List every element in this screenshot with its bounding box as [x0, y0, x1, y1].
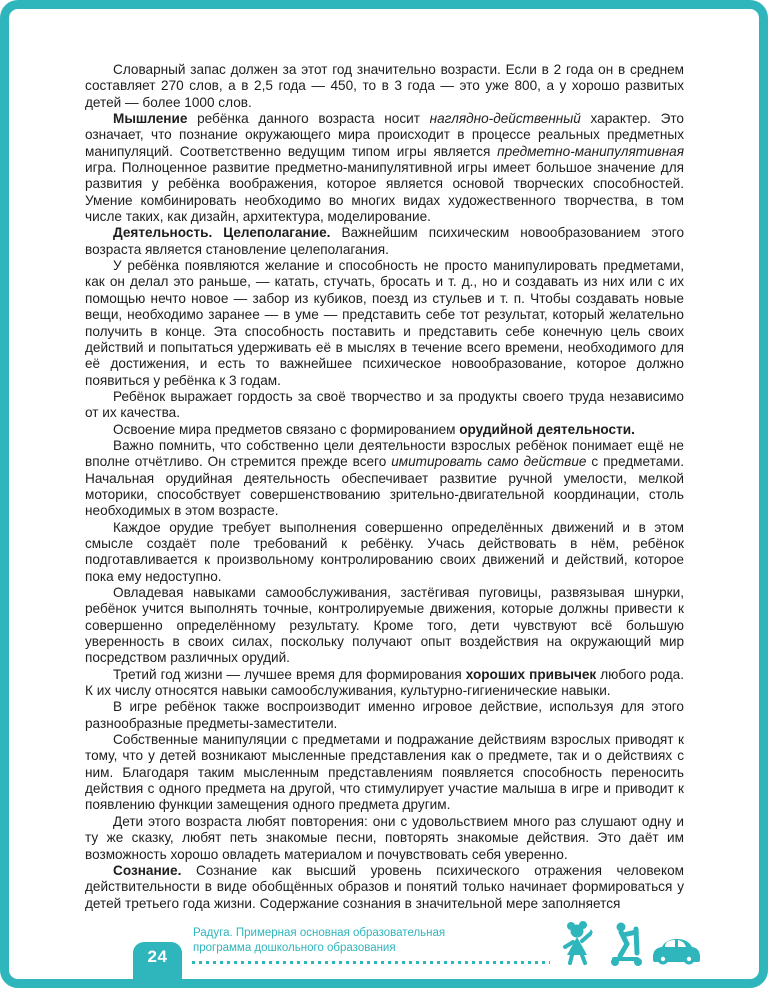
text-run: Третий год жизни — лучшее время для формирования — [113, 666, 466, 682]
text-run: Освоение мира предметов связано с формированием — [113, 421, 460, 437]
paragraph — [85, 422, 684, 438]
article-text — [85, 62, 684, 912]
paragraph — [85, 814, 684, 863]
footer-caption-line1: Радуга. Примерная основная образовательная — [193, 927, 446, 939]
text-run: У ребёнка появляются желание и способность не просто манипулировать предметами, как он делал это раньше, — катать, стучать, бросать и т. д., но и создавать из них или с их помощью нечто новое — забор из кубиков, поезд из стульев и т. п. Чтобы создавать новые вещи, необходимо заранее — в уме — представить себе тот результат, который желательно получить в конце. Эта способность поставить и представить себе конечную цель своих действий и попытаться удерживать её в мыслях в течение всего времени, необходимого для её достижения, и есть то важнейшее психическое новообразование, которое должно появиться у ребёнка к 3 годам. — [85, 258, 684, 388]
text-run: имитировать само действие — [391, 454, 587, 470]
paragraph — [85, 667, 684, 700]
text-run: Важно помнить, что собственно цели деятельности взрослых ребёнок понимает ещё не вполне отчётливо. Он стремится прежде всего — [85, 437, 684, 470]
text-run: предметно-манипулятивная — [497, 143, 684, 159]
text-run: Мышление — [113, 111, 188, 127]
text-run: Каждое орудие требует выполнения совершенно определённых движений и в этом смысле создаёт поле требований к ребёнку. Учась действовать в нём, ребёнок подготавливается к произвольному контролированию своих движений и действий, которое пока ему недоступно. — [85, 519, 684, 584]
text-run: Сознание. — [113, 862, 182, 878]
paragraph — [85, 111, 684, 225]
text-run: любого рода. К их числу относятся навыки самообслуживания, культурно-гигиенические навыки. — [85, 666, 685, 699]
paragraph — [85, 520, 684, 585]
text-run: Дети этого возраста любят повторения: они с удовольствием много раз слушают одну и ту же сказку, любят петь знакомые песни, повторять знакомые действия. Это даёт им возможность хорошо овладеть материалом и почувствовать себя уверенно. — [85, 813, 684, 862]
page-number: 24 — [147, 947, 168, 966]
paragraph — [85, 225, 684, 258]
text-run: Деятельность. Целеполагание. — [113, 225, 331, 241]
text-run: Ребёнок выражает гордость за своё творчество и за продукты своего труда независимо от их качества. — [85, 388, 684, 421]
text-run: Сознание как высший уровень психического отражения человеком действительности в виде обобщённых образов и понятий только начинает формироваться у детей третьего года жизни. Содержание сознания в значительной мере заполняется — [85, 862, 684, 911]
paragraph — [85, 863, 684, 912]
paragraph — [85, 438, 684, 520]
toy-car-icon — [650, 933, 702, 965]
paragraph — [85, 389, 684, 422]
paragraph — [85, 699, 684, 732]
text-run: игра. Полноценное развитие предметно-манипулятивной игры имеет большое значение для развития у ребёнка воображения, которое является основой творческих способностей. Умение комбинировать необходимо во многих видах художественного творчества, в том числе таких, как дизайн, архитектура, моделирование. — [85, 160, 684, 225]
paragraph — [85, 585, 684, 667]
text-run: орудийной деятельности. — [459, 421, 635, 437]
text-run: наглядно-действенный — [429, 111, 581, 127]
paragraph — [85, 258, 684, 389]
toddler-icon — [558, 920, 600, 968]
scooter-icon — [606, 921, 646, 967]
text-run: Важнейшим психическим новообразованием этого возраста является становление целеполагания. — [85, 225, 685, 257]
page-number-tab — [133, 942, 182, 988]
text-run: В игре ребёнок также воспроизводит именно игровое действие, используя для этого разнообразные предметы-заместители. — [85, 699, 684, 731]
text-run: Собственные манипуляции с предметами и подражание действиям взрослых приводят к тому, что у детей возникают мысленные представления как о предмете, так и о действиях с ним. Благодаря таким мысленным представлениям появляется способность переносить действия с одного предмета на другой, что стимулирует участие малыша в игре и приводит к появлению функции замещения одного предмета другим. — [85, 732, 684, 813]
text-run: характер. Это означает, что познание окружающего мира происходит в процессе реальных предметных манипуляций. Соответственно ведущим типом игры является — [85, 111, 684, 159]
footer-caption-line2: программа дошкольного образования — [193, 942, 396, 954]
paragraph — [85, 62, 684, 111]
dotted-divider — [192, 961, 550, 964]
paragraph — [85, 732, 684, 814]
text-run: хороших привычек — [465, 666, 597, 682]
text-run: Овладевая навыками самообслуживания, застёгивая пуговицы, развязывая шнурки, ребёнок учится выполнять точные, контролируемые движения, которые должны привести к совершенно определённому результату. Кроме того, дети чувствуют всё большую уверенность в своих силах, поскольку получают опыт воздействия на окружающий мир посредством различных орудий. — [85, 585, 684, 666]
footer-caption — [193, 926, 445, 956]
text-run: с предметами. Начальная орудийная деятельность обеспечивает развитие ручной умелости, мелкой моторики, способствует совершенствованию зрительно-двигательной координации, столь необходимых в этом возрасте. — [85, 454, 684, 519]
text-run: Словарный запас должен за этот год значительно возрасти. Если в 2 года он в среднем составляет 270 слов, а в 2,5 года — 450, то в 3 года — это уже 800, а у хорошо развитых детей — более 1000 слов. — [85, 62, 684, 110]
text-run: ребёнка данного возраста носит — [187, 111, 430, 127]
